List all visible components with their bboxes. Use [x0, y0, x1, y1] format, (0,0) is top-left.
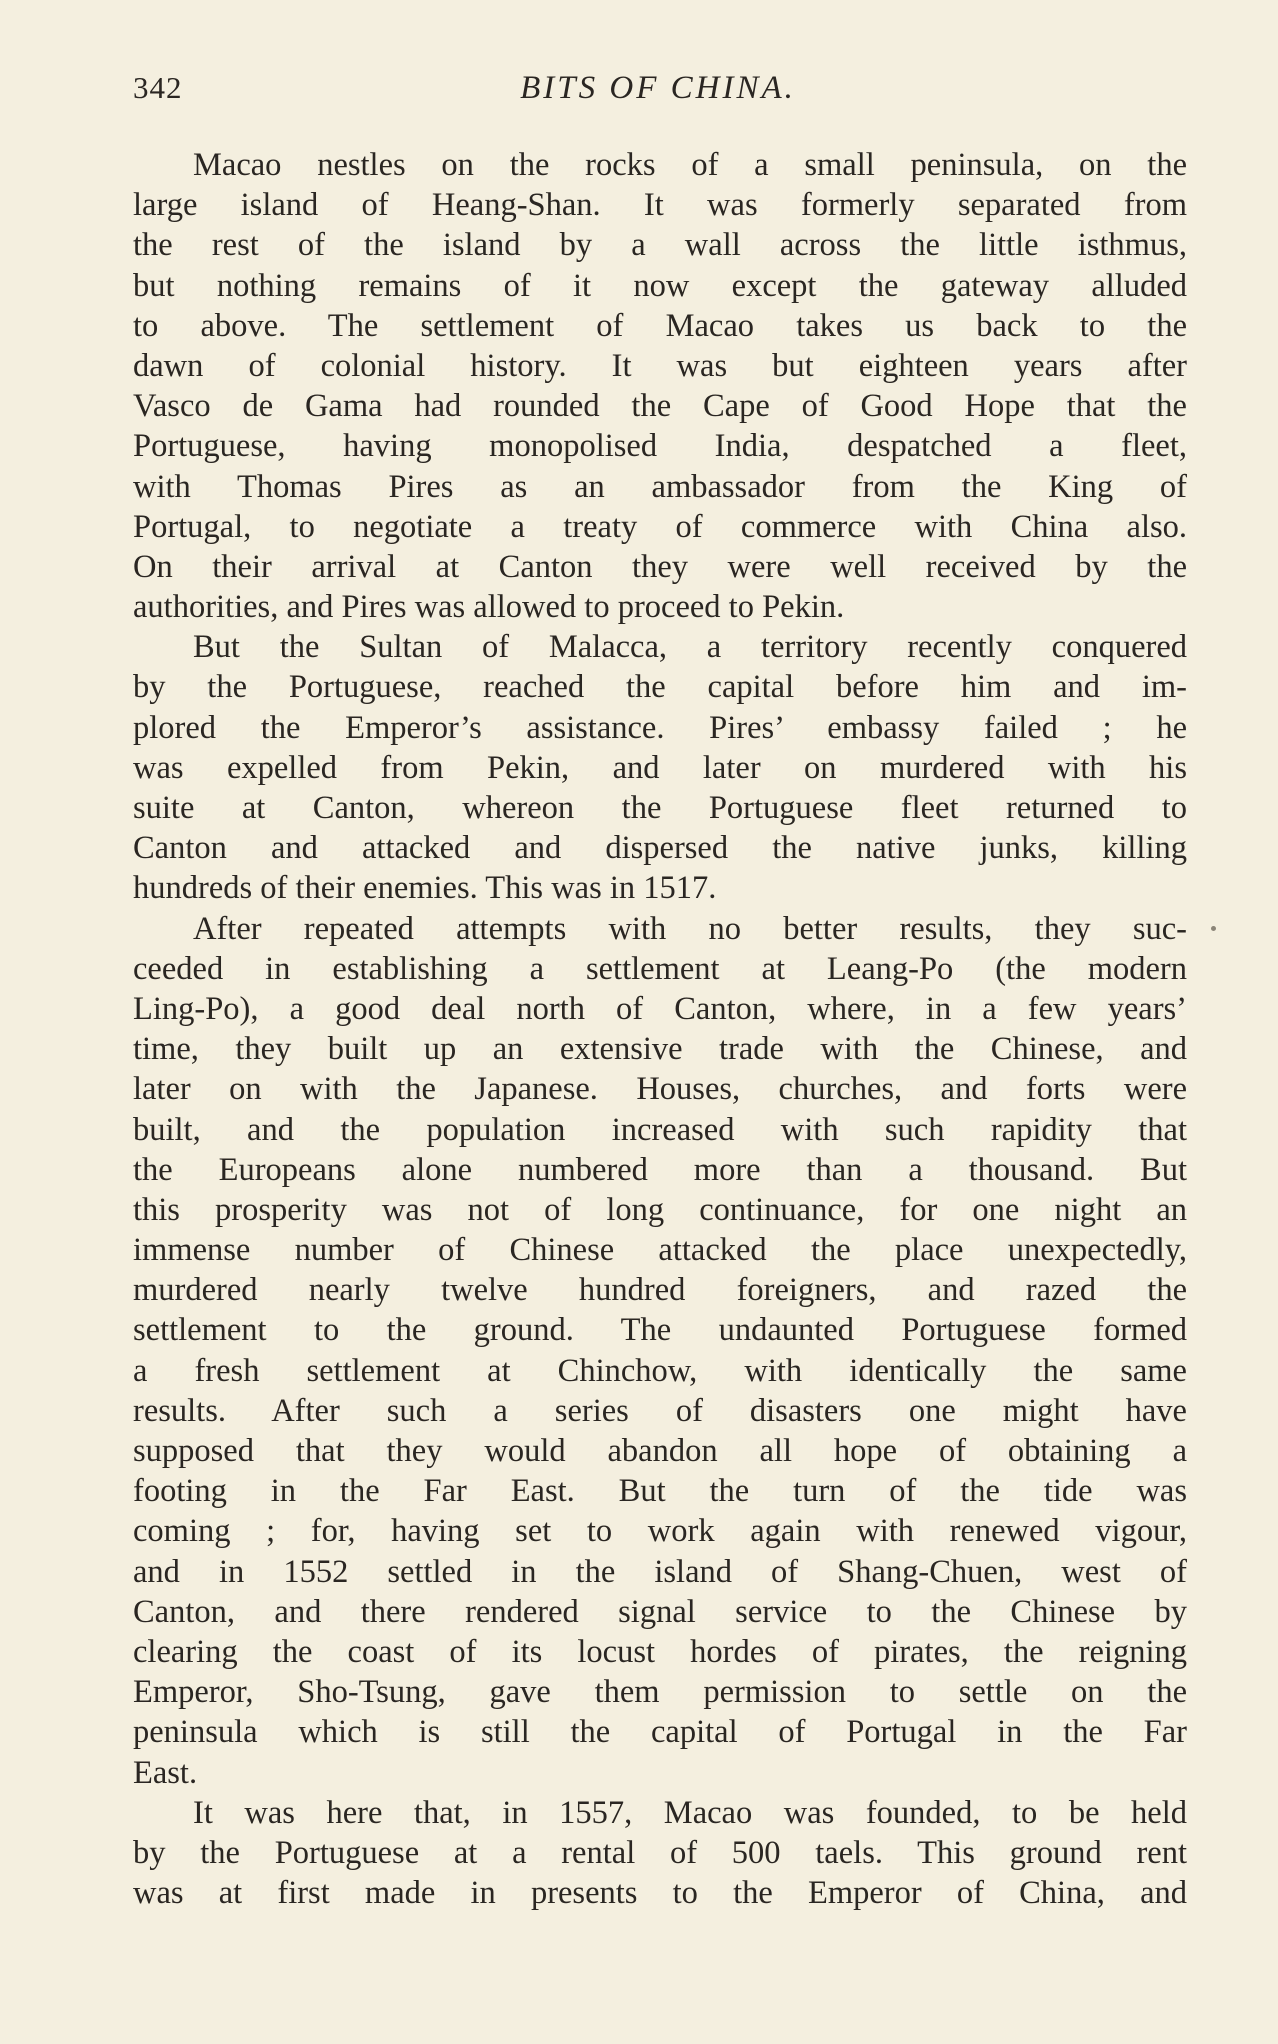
text-line: with Thomas Pires as an ambassador from the King of	[133, 468, 1187, 505]
body-text	[133, 145, 1187, 1913]
text-line: a fresh settlement at Chinchow, with identically the same	[133, 1352, 1187, 1389]
text-line: East.	[133, 1754, 198, 1791]
text-line: hundreds of their enemies. This was in 1517.	[133, 870, 717, 907]
text-line: by the Portuguese, reached the capital before him and im-	[133, 669, 1187, 706]
text-line: After repeated attempts with no better results, they suc-	[193, 910, 1187, 947]
text-line: But the Sultan of Malacca, a territory recently conquered	[193, 629, 1187, 666]
text-line: the Europeans alone numbered more than a thousand. But	[133, 1151, 1187, 1188]
text-line: and in 1552 settled in the island of Shang-Chuen, west of	[133, 1553, 1187, 1590]
text-line: Canton, and there rendered signal service to the Chinese by	[133, 1593, 1187, 1630]
text-line: was at first made in presents to the Emperor of China, and	[133, 1875, 1187, 1912]
text-line: Vasco de Gama had rounded the Cape of Good Hope that the	[133, 388, 1187, 425]
text-line: dawn of colonial history. It was but eighteen years after	[133, 347, 1187, 384]
text-line: this prosperity was not of long continuance, for one night an	[133, 1191, 1187, 1228]
text-line: peninsula which is still the capital of Portugal in the Far	[133, 1714, 1187, 1751]
text-line: Portugal, to negotiate a treaty of commerce with China also.	[133, 508, 1187, 545]
text-line: coming ; for, having set to work again with renewed vigour,	[133, 1513, 1187, 1550]
text-line: ceeded in establishing a settlement at Leang-Po (the modern	[133, 950, 1187, 987]
text-line: Macao nestles on the rocks of a small peninsula, on the	[193, 147, 1187, 183]
text-line: results. After such a series of disasters one might have	[133, 1392, 1187, 1429]
page-number: 342	[133, 70, 183, 105]
text-line: to above. The settlement of Macao takes us back to the	[133, 307, 1187, 344]
text-line: was expelled from Pekin, and later on murdered with his	[133, 749, 1187, 786]
text-line: large island of Heang-Shan. It was formerly separated from	[133, 187, 1187, 224]
running-head	[133, 70, 1183, 114]
text-line: suite at Canton, whereon the Portuguese fleet returned to	[133, 790, 1187, 826]
text-line: time, they built up an extensive trade with the Chinese, and	[133, 1031, 1187, 1068]
margin-dot	[1211, 926, 1216, 931]
text-line: built, and the population increased with such rapidity that	[133, 1111, 1187, 1148]
text-line: footing in the Far East. But the turn of the tide was	[133, 1473, 1187, 1510]
text-line: the rest of the island by a wall across the little isthmus,	[133, 227, 1187, 264]
text-line: Canton and attacked and dispersed the native junks, killing	[133, 830, 1187, 867]
text-line: Emperor, Sho-Tsung, gave them permission to settle on the	[133, 1674, 1187, 1711]
text-line: by the Portuguese at a rental of 500 taels. This ground rent	[133, 1834, 1187, 1871]
text-line: Ling-Po), a good deal north of Canton, where, in a few years’	[133, 990, 1187, 1027]
text-line: authorities, and Pires was allowed to proceed to Pekin.	[133, 589, 845, 626]
text-line: plored the Emperor’s assistance. Pires’ embassy failed ; he	[133, 709, 1187, 746]
text-line: but nothing remains of it now except the gateway alluded	[133, 267, 1187, 304]
text-line: It was here that, in 1557, Macao was founded, to be held	[193, 1794, 1187, 1831]
text-line: immense number of Chinese attacked the place unexpectedly,	[133, 1232, 1187, 1269]
text-line: On their arrival at Canton they were well received by the	[133, 548, 1187, 585]
text-line: supposed that they would abandon all hope of obtaining a	[133, 1433, 1187, 1469]
text-line: Portuguese, having monopolised India, despatched a fleet,	[133, 428, 1187, 465]
running-title: BITS OF CHINA.	[520, 70, 796, 106]
text-line: later on with the Japanese. Houses, churches, and forts were	[133, 1071, 1187, 1108]
text-line: clearing the coast of its locust hordes of pirates, the reigning	[133, 1633, 1187, 1670]
text-line: settlement to the ground. The undaunted Portuguese formed	[133, 1312, 1187, 1349]
text-line: murdered nearly twelve hundred foreigners, and razed the	[133, 1272, 1187, 1309]
